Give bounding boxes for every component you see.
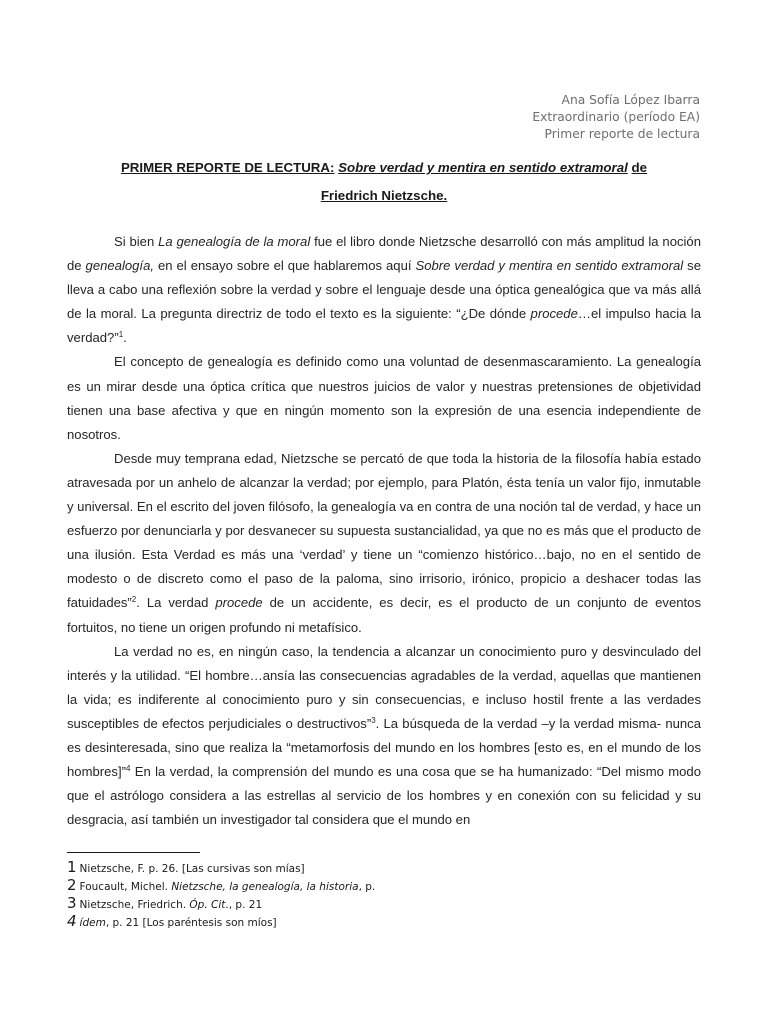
footnote-italic: Nietzsche, la genealogía, la historia <box>171 881 359 893</box>
text-run: Desde muy temprana edad, Nietzsche se percató de que toda la historia de la filosofía había estado atravesada por un anhelo de alcanzar la verdad; por ejemplo, para Platón, ésta tenía un valor fijo, inmutable y universal. En el escrito del joven filósofo, la genealogía va en contra de una noción tal de verdad, y hace un esfuerzo por denunciarla y por desvanecer su supuesta sustancialidad, ya que no es más que el producto de una ilusión. Esta Verdad es más una ‘verdad’ y tiene un “comienzo histórico…bajo, no en el sentido de modesto o de discreto como el paso de la paloma, sino irrisorio, irónico, propicio a deshacer todas las fatuidades” <box>67 450 701 611</box>
text-run: se lleva a cabo una reflexión sobre la verdad y sobre el lenguaje desde una óptica genealógica que va más allá de la moral. La pregunta directriz de todo el texto es la siguiente: “¿De dónde <box>67 258 701 322</box>
italic-run: Sobre verdad y mentira en sentido extramoral <box>415 258 684 274</box>
footnote-text: Foucault, Michel. <box>79 881 172 893</box>
footnote-number: 1 <box>67 858 77 876</box>
footnote-separator <box>67 852 200 853</box>
document-title <box>67 154 701 210</box>
text-run: Si bien <box>114 234 159 249</box>
footnote-4 <box>67 912 701 930</box>
italic-run: procede <box>530 306 578 322</box>
title-author: Friedrich Nietzsche. <box>320 188 448 203</box>
footnote-ref[interactable]: 4 <box>125 764 131 774</box>
text-run: fue el libro donde Nietzsche desarrolló con más amplitud la noción de <box>67 234 701 274</box>
title-work: Sobre verdad y mentira en sentido extramoral <box>338 160 628 175</box>
footnote-italic: Óp. Cit <box>189 899 226 911</box>
text-run: …el impulso hacia la verdad?” <box>67 306 701 346</box>
paragraph-1 <box>67 230 701 350</box>
italic-run: La genealogía de la moral <box>158 234 311 249</box>
footnote-text: , p. <box>358 881 376 893</box>
footnotes <box>67 858 701 930</box>
course-label: Extraordinario (período EA) <box>532 110 700 124</box>
document-type: Primer reporte de lectura <box>544 127 700 141</box>
footnote-italic: ídem <box>79 917 106 929</box>
italic-run: genealogía, <box>85 258 154 274</box>
text-run: de un accidente, es decir, es el producto de un conjunto de eventos fortuitos, no tiene un origen profundo ni metafísico. <box>67 595 701 635</box>
footnote-number: 3 <box>67 894 77 912</box>
footnote-ref[interactable]: 1 <box>118 330 124 340</box>
paragraph-4 <box>67 640 701 833</box>
paragraph-3 <box>67 447 701 640</box>
text-run: La verdad no es, en ningún caso, la tendencia a alcanzar un conocimiento puro y desvinculado del interés y la utilidad. “El hombre…ansía las consecuencias agradables de la verdad, aquellas que mantienen la vida; es indiferente al conocimiento puro y sin consecuencias, e incluso hostil frente a las verdades susceptibles de efectos perjudiciales o destructivos” <box>67 643 701 731</box>
text-run: En la verdad, la comprensión del mundo es una cosa que se ha humanizado: “Del mismo modo que el astrólogo considera a las estrellas al servicio de los hombres y en conexión con su felicidad y su desgracia, así también un investigador tal considera que el mundo en <box>67 764 701 828</box>
text-run: . <box>123 330 127 346</box>
footnote-ref[interactable]: 3 <box>371 715 376 725</box>
italic-run: procede <box>215 595 263 611</box>
text-run: . La verdad <box>136 595 216 611</box>
footnote-3 <box>67 894 701 912</box>
footnote-text: , p. 21 [Los paréntesis son míos] <box>105 917 277 929</box>
footnote-2 <box>67 876 701 894</box>
footnote-ref[interactable]: 2 <box>131 595 137 605</box>
document-header <box>532 92 700 143</box>
footnote-number: 2 <box>67 876 77 894</box>
footnote-text: ., p. 21 <box>225 899 263 911</box>
title-prefix: PRIMER REPORTE DE LECTURA: <box>120 160 335 175</box>
footnote-number: 4 <box>67 912 77 930</box>
title-de: de <box>631 160 648 175</box>
text-run: . La búsqueda de la verdad –y la verdad misma- nunca es desinteresada, sino que realiza la “metamorfosis del mundo en los hombres [esto es, en el mundo de los hombres]” <box>67 715 702 780</box>
footnote-text: Nietzsche, F. p. 26. [Las cursivas son mías] <box>79 863 305 875</box>
author-name: Ana Sofía López Ibarra <box>561 93 700 107</box>
document-body <box>67 230 701 832</box>
footnote-text: Nietzsche, Friedrich. <box>79 899 190 911</box>
footnote-1 <box>67 858 701 876</box>
text-run: en el ensayo sobre el que hablaremos aquí <box>154 258 416 274</box>
paragraph-2: El concepto de genealogía es definido como una voluntad de desenmascaramiento. La genealogía es un mirar desde una óptica crítica que nuestros juicios de valor y nuestras pretensiones de objetividad tienen una base afectiva y que en ningún momento son la expresión de una esencia independiente de nosotros. <box>67 354 701 442</box>
